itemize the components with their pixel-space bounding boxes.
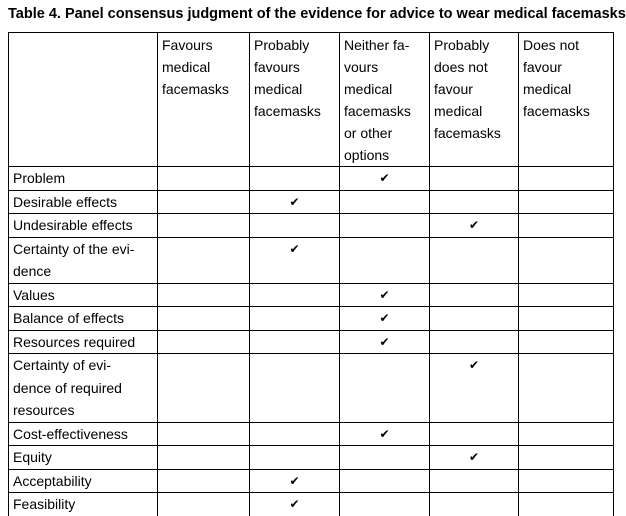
judgment-cell bbox=[250, 354, 340, 423]
judgment-cell bbox=[519, 330, 614, 354]
judgment-cell bbox=[158, 469, 250, 493]
header-cell-empty bbox=[9, 33, 158, 167]
check-mark-icon: ✔ bbox=[289, 497, 300, 511]
header-probably-not-favour: Probably does not favour medical facemasks bbox=[430, 33, 519, 167]
table-body bbox=[9, 167, 614, 516]
judgment-cell bbox=[519, 446, 614, 470]
header-does-not-favour: Does not favour medical facemasks bbox=[519, 33, 614, 167]
row-label: Problem bbox=[9, 167, 158, 191]
judgment-cell bbox=[519, 214, 614, 238]
table-row bbox=[9, 307, 614, 331]
judgment-cell bbox=[250, 167, 340, 191]
judgment-cell bbox=[340, 446, 430, 470]
judgment-cell bbox=[158, 237, 250, 283]
judgment-cell bbox=[158, 307, 250, 331]
consensus-table bbox=[8, 32, 614, 516]
judgment-cell bbox=[340, 330, 430, 354]
table-row bbox=[9, 190, 614, 214]
judgment-cell bbox=[519, 167, 614, 191]
judgment-cell bbox=[519, 354, 614, 423]
judgment-cell bbox=[250, 330, 340, 354]
table-row bbox=[9, 446, 614, 470]
judgment-cell bbox=[158, 190, 250, 214]
judgment-cell bbox=[430, 190, 519, 214]
judgment-cell bbox=[250, 307, 340, 331]
judgment-cell bbox=[519, 493, 614, 516]
table-row bbox=[9, 354, 614, 423]
judgment-cell bbox=[340, 422, 430, 446]
judgment-cell bbox=[340, 283, 430, 307]
judgment-cell bbox=[430, 446, 519, 470]
table-title: Table 4. Panel consensus judgment of the evidence for advice to wear medical facemasks bbox=[8, 6, 626, 22]
header-row bbox=[9, 33, 614, 167]
header-neither: Neither fa- vours medical facemasks or other options bbox=[340, 33, 430, 167]
row-label: Values bbox=[9, 283, 158, 307]
judgment-cell bbox=[158, 446, 250, 470]
judgment-cell bbox=[519, 469, 614, 493]
check-mark-icon: ✔ bbox=[289, 194, 300, 209]
table-row bbox=[9, 283, 614, 307]
judgment-cell bbox=[158, 422, 250, 446]
check-mark-icon: ✔ bbox=[379, 334, 390, 349]
row-label: Desirable effects bbox=[9, 190, 158, 214]
judgment-cell bbox=[158, 283, 250, 307]
judgment-cell bbox=[519, 307, 614, 331]
check-mark-icon: ✔ bbox=[468, 218, 480, 232]
judgment-cell bbox=[250, 446, 340, 470]
judgment-cell bbox=[430, 330, 519, 354]
row-label: Cost-effectiveness bbox=[9, 422, 158, 446]
judgment-cell bbox=[340, 469, 430, 493]
row-label: Acceptability bbox=[9, 469, 158, 493]
judgment-cell bbox=[158, 493, 250, 516]
judgment-cell bbox=[340, 307, 430, 331]
judgment-cell bbox=[250, 283, 340, 307]
judgment-cell bbox=[158, 330, 250, 354]
judgment-cell bbox=[250, 422, 340, 446]
judgment-cell bbox=[430, 422, 519, 446]
judgment-cell bbox=[250, 214, 340, 238]
judgment-cell bbox=[430, 283, 519, 307]
row-label: Undesirable effects bbox=[9, 214, 158, 238]
table-row bbox=[9, 330, 614, 354]
judgment-cell bbox=[430, 214, 519, 238]
judgment-cell bbox=[158, 214, 250, 238]
header-probably-favours: Probably favours medical facemasks bbox=[250, 33, 340, 167]
check-mark-icon: ✔ bbox=[289, 473, 300, 488]
check-mark-icon: ✔ bbox=[379, 311, 390, 325]
row-label: Certainty of evi- dence of required resources bbox=[9, 354, 158, 423]
judgment-cell bbox=[340, 167, 430, 191]
row-label: Resources required bbox=[9, 330, 158, 354]
judgment-cell bbox=[519, 237, 614, 283]
judgment-cell bbox=[250, 237, 340, 283]
judgment-cell bbox=[250, 493, 340, 516]
judgment-cell bbox=[250, 469, 340, 493]
table-row bbox=[9, 493, 614, 516]
judgment-cell bbox=[519, 422, 614, 446]
row-label: Equity bbox=[9, 446, 158, 470]
judgment-cell bbox=[340, 237, 430, 283]
table-row bbox=[9, 469, 614, 493]
judgment-cell bbox=[430, 493, 519, 516]
check-mark-icon: ✔ bbox=[468, 450, 480, 464]
table-row bbox=[9, 167, 614, 191]
check-mark-icon: ✔ bbox=[289, 241, 300, 256]
judgment-cell bbox=[250, 190, 340, 214]
row-label: Feasibility bbox=[9, 493, 158, 516]
judgment-cell bbox=[430, 469, 519, 493]
header-favours: Favours medical facemasks bbox=[158, 33, 250, 167]
check-mark-icon: ✔ bbox=[379, 171, 390, 185]
judgment-cell bbox=[340, 354, 430, 423]
judgment-cell bbox=[519, 190, 614, 214]
check-mark-icon: ✔ bbox=[379, 287, 390, 302]
judgment-cell bbox=[340, 190, 430, 214]
row-label: Certainty of the evi- dence bbox=[9, 237, 158, 283]
judgment-cell bbox=[430, 354, 519, 423]
judgment-cell bbox=[430, 237, 519, 283]
judgment-cell bbox=[340, 493, 430, 516]
table-row bbox=[9, 214, 614, 238]
check-mark-icon: ✔ bbox=[468, 358, 480, 372]
table-row bbox=[9, 422, 614, 446]
judgment-cell bbox=[158, 354, 250, 423]
row-label: Balance of effects bbox=[9, 307, 158, 331]
judgment-cell bbox=[430, 167, 519, 191]
judgment-cell bbox=[340, 214, 430, 238]
judgment-cell bbox=[430, 307, 519, 331]
judgment-cell bbox=[158, 167, 250, 191]
judgment-cell bbox=[519, 283, 614, 307]
check-mark-icon: ✔ bbox=[379, 426, 390, 441]
table-row bbox=[9, 237, 614, 283]
